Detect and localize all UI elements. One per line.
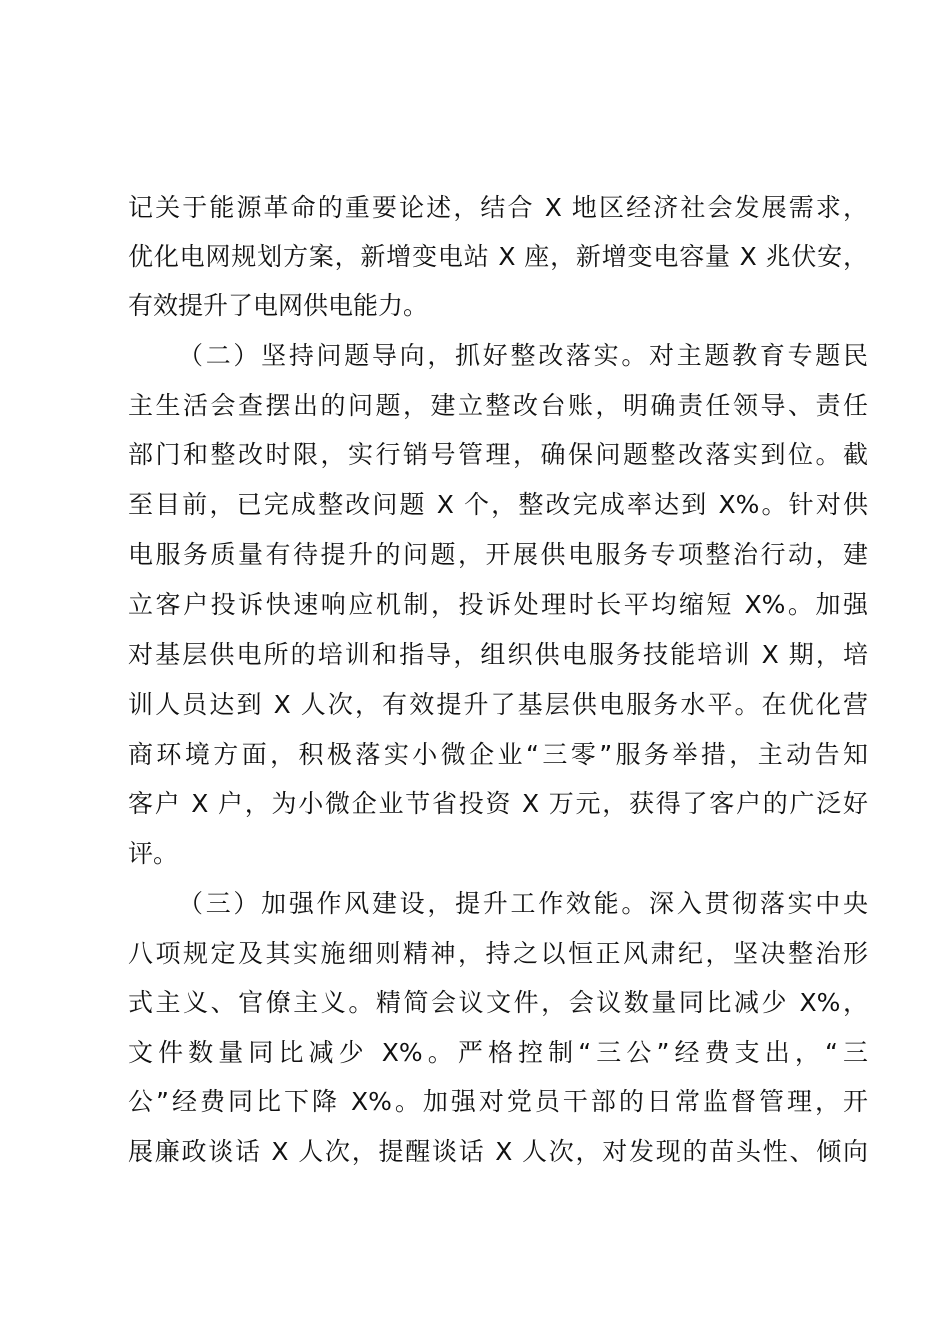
text-line: 至目前，已完成整改问题 X 个，整改完成率达到 X%。针对供 <box>128 490 868 519</box>
text-line: 文件数量同比减少 X%。严格控制“三公”经费支出，“三 <box>128 1038 868 1067</box>
text-line: 八项规定及其实施细则精神，持之以恒正风肃纪，坚决整治形 <box>128 939 868 968</box>
text-line: 主生活会查摆出的问题，建立整改台账，明确责任领导、责任 <box>128 391 868 420</box>
text-line: 部门和整改时限，实行销号管理，确保问题整改落实到位。截 <box>128 440 868 469</box>
text-line: 展廉政谈话 X 人次，提醒谈话 X 人次，对发现的苗头性、倾向 <box>128 1137 868 1166</box>
paragraph-heading-line: （二）坚持问题导向，抓好整改落实。对主题教育专题民 <box>178 341 868 370</box>
text-line: 商环境方面，积极落实小微企业“三零”服务举措，主动告知 <box>128 740 868 769</box>
text-line: 公”经费同比下降 X%。加强对党员干部的日常监督管理，开 <box>128 1087 868 1116</box>
text-line: 对基层供电所的培训和指导，组织供电服务技能培训 X 期，培 <box>128 640 868 669</box>
paragraph-heading-line: （三）加强作风建设，提升工作效能。深入贯彻落实中央 <box>178 889 868 918</box>
text-line: 立客户投诉快速响应机制，投诉处理时长平均缩短 X%。加强 <box>128 590 868 619</box>
text-line: 记关于能源革命的重要论述，结合 X 地区经济社会发展需求， <box>128 193 868 222</box>
text-line: 式主义、官僚主义。精简会议文件，会议数量同比减少 X%， <box>128 988 868 1017</box>
text-line: 优化电网规划方案，新增变电站 X 座，新增变电容量 X 兆伏安， <box>128 242 868 271</box>
text-line: 训人员达到 X 人次，有效提升了基层供电服务水平。在优化营 <box>128 690 868 719</box>
text-line: 电服务质量有待提升的问题，开展供电服务专项整治行动，建 <box>128 540 868 569</box>
text-line: 客户 X 户，为小微企业节省投资 X 万元，获得了客户的广泛好 <box>128 789 868 818</box>
text-line: 评。 <box>128 839 179 868</box>
text-line: 有效提升了电网供电能力。 <box>128 291 429 320</box>
